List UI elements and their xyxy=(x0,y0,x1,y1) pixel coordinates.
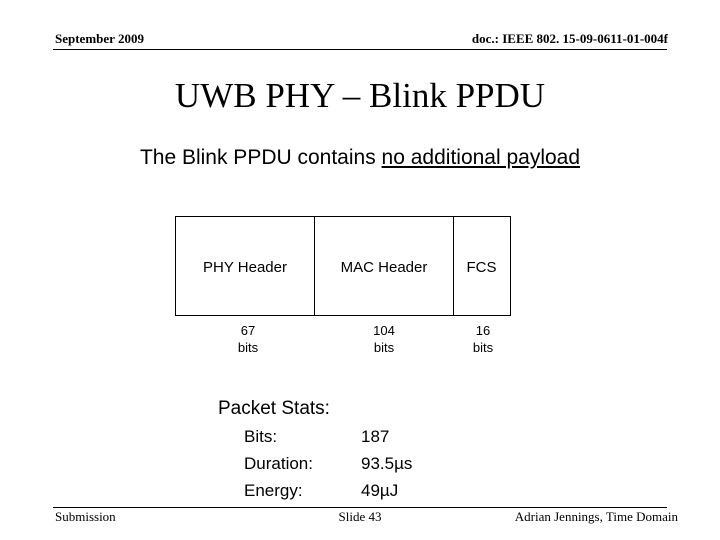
phy-header-field xyxy=(176,217,315,315)
header-divider xyxy=(53,49,667,50)
mac-header-bits-value: 104 xyxy=(373,323,395,338)
stat-energy-value: 49µJ xyxy=(361,481,399,500)
footer-divider xyxy=(53,507,667,508)
fcs-bits-unit: bits xyxy=(472,340,494,355)
footer-submission: Submission xyxy=(55,509,116,524)
mac-header-bit-count xyxy=(344,322,424,356)
mac-header-bits-unit: bits xyxy=(373,340,395,355)
stat-duration-value: 93.5µs xyxy=(361,454,413,473)
subtitle-text: The Blink PPDU contains xyxy=(139,146,382,169)
phy-header-bits-value: 67 xyxy=(240,323,256,338)
stat-duration-label: Duration: xyxy=(244,454,313,473)
subtitle-emphasis: no additional payload xyxy=(381,146,581,169)
mac-header-label: MAC Header xyxy=(340,259,428,276)
fcs-bit-count xyxy=(443,322,523,356)
phy-header-bits-unit: bits xyxy=(237,340,259,355)
stat-bits-label: Bits: xyxy=(244,427,278,446)
slide-subtitle xyxy=(0,146,720,170)
packet-structure-table xyxy=(175,216,511,316)
slide-title: UWB PHY – Blink PPDU xyxy=(174,76,546,115)
phy-header-label: PHY Header xyxy=(203,259,287,276)
stat-bits-value: 187 xyxy=(361,427,390,446)
footer-slide-number: Slide 43 xyxy=(338,509,382,524)
mac-header-field xyxy=(315,217,454,315)
fcs-label: FCS xyxy=(466,259,497,276)
stat-energy-label: Energy: xyxy=(244,481,303,500)
header-date: September 2009 xyxy=(55,31,144,46)
packet-stats-heading: Packet Stats: xyxy=(218,398,330,419)
fcs-field xyxy=(454,217,509,315)
footer-author: Adrian Jennings, Time Domain xyxy=(514,509,678,524)
header-document-id: doc.: IEEE 802. 15-09-0611-01-004f xyxy=(471,31,668,46)
fcs-bits-value: 16 xyxy=(475,323,491,338)
phy-header-bit-count xyxy=(208,322,288,356)
